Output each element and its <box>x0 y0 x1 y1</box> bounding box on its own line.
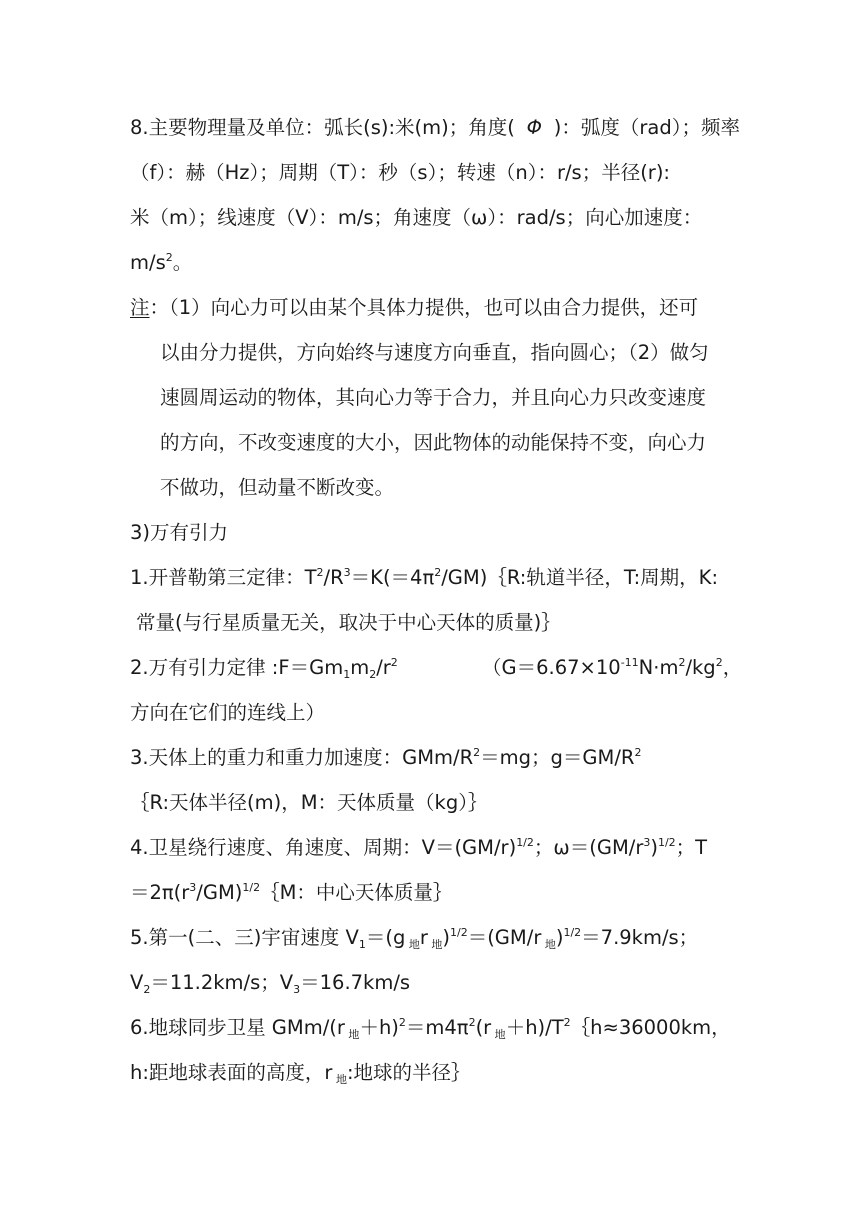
gravitation-constant: （$G=6.67\times 10^{-11}N\cdot m^2/kg^2$， <box>482 656 743 679</box>
note-line-4: 的方向，不改变速度的大小，因此物体的动能保持不变，向心力 <box>160 431 707 454</box>
surface-gravity-line-2: ｛R:天体半径(m)，M：天体质量（kg）｝ <box>130 791 488 814</box>
units-line-2: （f）：赫（Hz）；周期（T）：秒（s）；转速（n）：r/s；半径(r): <box>130 161 670 184</box>
satellite-line-1: 4.卫星绕行速度、角速度、周期：$V=(GM/r)^{1/2}$；$\omega=(GM/r^3)^{1/2}$；T <box>130 836 708 859</box>
satellite-line-2: $=2\pi(r^3/GM)^{1/2}\{M$：中心天体质量｝ <box>130 881 453 904</box>
note-line-2: 以由分力提供，方向始终与速度方向垂直，指向圆心；（2）做匀 <box>160 341 709 364</box>
cosmic-line-1: 5.第一(二、三)宇宙速度 $V_1=(g$ $_地$r $_地$)$^{1/2}$＝(GM/r $_地$)$^{1/2}$＝7.9km/s； <box>130 926 699 951</box>
units-line-3: 米（m）；线速度（V）：m/s；角速度（ω）：rad/s；向心加速度： <box>130 206 703 229</box>
units-line-4: $m/s^2$。 <box>130 251 193 274</box>
gravitation-line-1 <box>130 656 743 681</box>
note-line-3: 速圆周运动的物体，其向心力等于合力，并且向心力只改变速度 <box>160 386 707 409</box>
gravitation-line-2: 方向在它们的连线上） <box>130 701 326 724</box>
kepler-line-2: 常量(与行星质量无关，取决于中心天体的质量)｝ <box>136 611 561 634</box>
units-line-1: 8.主要物理量及单位：弧长(s):米(m)；角度( Φ )：弧度（rad）；频率 <box>130 116 740 139</box>
cosmic-line-2: $V_2=11.2km/s$；$V_3=16.7km/s$ <box>130 971 411 996</box>
note-label: 注 <box>130 296 150 319</box>
note-text-1: ：（1）向心力可以由某个具体力提供，也可以由合力提供，还可 <box>149 296 699 319</box>
geosync-line-1: 6.地球同步卫星 GMm/(r $_地+h)^2=m4\pi^2(r$ $_地+h)/T^2\{h\approx 36000km$， <box>130 1016 731 1041</box>
note-line-5: 不做功，但动量不断改变。 <box>160 476 395 499</box>
note-line-1 <box>130 296 740 320</box>
surface-gravity-line-1: 3.天体上的重力和重力加速度：GMm/$R^2=mg$；$g=GM/R^2$ <box>130 746 642 769</box>
kepler-line-1: 1.开普勒第三定律：$T^2/R^3=K(=4\pi^2/GM)\{R$:轨道半径，T:周期，K: <box>130 566 719 589</box>
section-heading: 3)万有引力 <box>130 521 229 544</box>
geosync-line-2: h:距地球表面的高度，r $_地$:地球的半径｝ <box>130 1061 471 1086</box>
gravitation-formula: 2.万有引力定律 $:F=Gm_1m_2/r^2$ <box>130 656 398 681</box>
